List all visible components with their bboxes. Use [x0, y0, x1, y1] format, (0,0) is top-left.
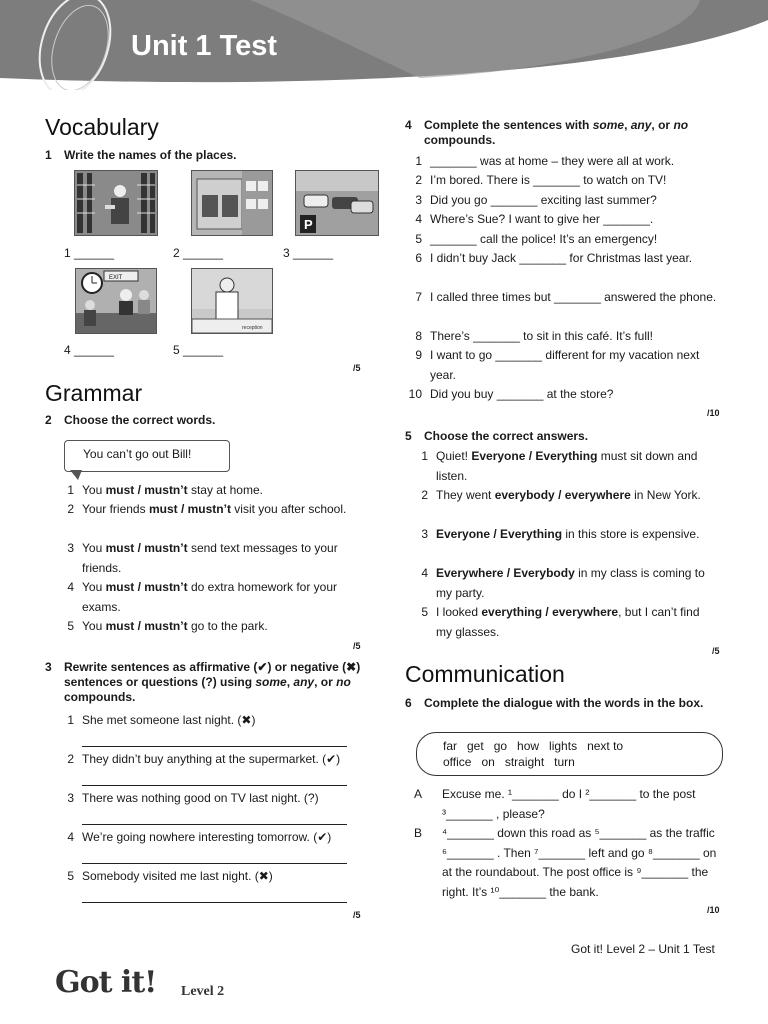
dialogue-text: ⁴_______ down this road as ⁵_______ as the traffic ⁶_______ . Then ⁷_______ left and go ⁸_______ on at the roundabout. The post office is ⁹_______ the right. It’s ¹⁰_______ the bank. [442, 826, 717, 899]
speech-bubble: You can’t go out Bill! [64, 440, 230, 472]
item-number: 5 [421, 605, 428, 619]
item-number: 6 [415, 251, 422, 265]
question-number: 4 [405, 118, 412, 132]
grammar-item[interactable] [60, 617, 360, 637]
question-4 [405, 118, 725, 148]
item-number: 4 [67, 830, 74, 844]
answer-line[interactable] [82, 824, 347, 825]
word-box [416, 732, 723, 776]
item-number: 5 [67, 619, 74, 633]
item-number: 4 [67, 580, 74, 594]
item-number: 1 [67, 713, 74, 727]
speaker-label: B [414, 826, 423, 840]
building-illustration [192, 171, 272, 235]
vocabulary-heading: Vocabulary [45, 114, 159, 140]
item-number: 2 [421, 488, 428, 502]
question-number: 3 [45, 660, 52, 674]
picture-reception [191, 268, 273, 334]
question-number: 2 [45, 413, 52, 427]
item-number: 2 [67, 752, 74, 766]
answer-line[interactable] [82, 785, 347, 786]
answer-line[interactable] [82, 863, 347, 864]
completion-item[interactable] [408, 346, 718, 385]
item-number: 3 [67, 791, 74, 805]
item-text: Everyone / Everything in this store is expensive. [436, 527, 700, 541]
item-number: 7 [415, 290, 422, 304]
question-instruction: Rewrite sentences as affirmative (✔) or negative (✖) sentences or questions (?) using some, any, or no compounds. [64, 660, 361, 704]
grammar-item[interactable] [60, 578, 360, 617]
item-text: You must / mustn’t stay at home. [82, 483, 263, 497]
item-text: There’s _______ to sit in this café. It’s full! [430, 329, 654, 343]
item-text: She met someone last night. (✖) [82, 713, 256, 727]
vocab-label-3[interactable]: 3 ______ [283, 246, 334, 260]
vocab-label-2[interactable]: 2 ______ [173, 246, 224, 260]
grammar-item[interactable] [60, 539, 360, 578]
item-number: 8 [415, 329, 422, 343]
completion-item[interactable] [408, 327, 718, 347]
vocab-label-5[interactable]: 5 ______ [173, 343, 224, 357]
footer-unit-label: Got it! Level 2 – Unit 1 Test [571, 942, 715, 956]
picture-library [74, 170, 158, 236]
grammar-item[interactable] [60, 500, 360, 520]
item-number: 5 [67, 869, 74, 883]
item-number: 2 [415, 173, 422, 187]
grammar-item[interactable] [60, 481, 360, 501]
rewrite-item [60, 867, 360, 887]
item-number: 3 [415, 193, 422, 207]
item-number: 3 [67, 541, 74, 555]
item-text: Where’s Sue? I want to give her _______. [430, 212, 654, 226]
item-number: 9 [415, 348, 422, 362]
rewrite-item [60, 789, 360, 809]
header-banner [0, 0, 768, 90]
item-number: 1 [67, 483, 74, 497]
answer-item[interactable] [414, 447, 714, 486]
item-text: I called three times but _______ answered the phone. [430, 290, 717, 304]
item-number: 5 [415, 232, 422, 246]
item-text: I looked everything / everywhere, but I can’t find my glasses. [436, 605, 700, 639]
reception-illustration [192, 269, 272, 333]
question-2 [45, 413, 365, 428]
question-instruction: Complete the sentences with some, any, or no compounds. [424, 118, 689, 147]
answer-line[interactable] [82, 902, 347, 903]
completion-item[interactable] [408, 152, 718, 172]
item-text: Your friends must / mustn’t visit you after school. [82, 502, 347, 516]
question-3 [45, 660, 365, 705]
question-instruction: Write the names of the places. [64, 148, 237, 162]
word-box-line-2: office on straight turn [443, 755, 575, 769]
dialogue-text: Excuse me. ¹_______ do I ²_______ to the post ³_______ , please? [442, 787, 696, 821]
item-text: Quiet! Everyone / Everything must sit down and listen. [436, 449, 698, 483]
question-6 [405, 696, 725, 711]
grammar-heading: Grammar [45, 380, 143, 406]
question-instruction: Choose the correct words. [64, 413, 216, 427]
completion-item[interactable] [408, 385, 718, 405]
question-1 [45, 148, 365, 163]
dialogue-line[interactable] [414, 824, 724, 902]
item-number: 1 [421, 449, 428, 463]
score-q1: /5 [353, 363, 361, 373]
vocab-label-4[interactable]: 4 ______ [64, 343, 115, 357]
item-text: You must / mustn’t go to the park. [82, 619, 268, 633]
item-text: There was nothing good on TV last night. (?) [82, 791, 319, 805]
rewrite-item [60, 711, 360, 731]
picture-station [75, 268, 157, 334]
item-text: I didn’t buy Jack _______ for Christmas last year. [430, 251, 693, 265]
score-q3: /5 [353, 910, 361, 920]
picture-parking [295, 170, 379, 236]
answer-item[interactable] [414, 603, 714, 642]
question-instruction: Complete the dialogue with the words in the box. [424, 696, 704, 710]
item-text: Did you go _______ exciting last summer? [430, 193, 657, 207]
parking-illustration [296, 171, 378, 235]
question-instruction: Choose the correct answers. [424, 429, 589, 443]
exit-sign-text: EXIT [109, 275, 123, 281]
score-q6: /10 [707, 905, 720, 915]
item-text: We’re going nowhere interesting tomorrow. (✔) [82, 830, 332, 844]
got-it-logo: Got it! [55, 965, 157, 1000]
level-label: Level 2 [181, 984, 225, 999]
rewrite-item [60, 750, 360, 770]
item-text: You must / mustn’t do extra homework for your exams. [82, 580, 338, 614]
item-text: _______ call the police! It’s an emergency! [430, 232, 658, 246]
answer-item[interactable] [414, 525, 714, 545]
item-text: They went everybody / everywhere in New York. [436, 488, 701, 502]
answer-line[interactable] [82, 746, 347, 747]
item-text: I want to go _______ different for my vacation next year. [430, 348, 700, 382]
vocab-label-1[interactable]: 1 ______ [64, 246, 115, 260]
score-q2: /5 [353, 641, 361, 651]
item-text: I’m bored. There is _______ to watch on TV! [430, 173, 667, 187]
question-number: 1 [45, 148, 52, 162]
item-text: Everywhere / Everybody in my class is coming to my party. [436, 566, 705, 600]
item-number: 2 [67, 502, 74, 516]
dialogue-line[interactable] [414, 785, 724, 824]
parking-sign-text: P [304, 217, 313, 232]
item-number: 1 [415, 154, 422, 168]
question-number: 6 [405, 696, 412, 710]
completion-item[interactable] [408, 191, 718, 211]
picture-building [191, 170, 273, 236]
completion-item[interactable] [408, 249, 718, 269]
item-number: 4 [415, 212, 422, 226]
item-number: 4 [421, 566, 428, 580]
completion-item[interactable] [408, 210, 718, 230]
score-q5: /5 [712, 646, 720, 656]
library-illustration [75, 171, 157, 235]
station-illustration [76, 269, 156, 333]
word-box-line-1: far get go how lights next to [443, 739, 624, 753]
item-text: They didn’t buy anything at the supermarket. (✔) [82, 752, 341, 766]
item-text: Somebody visited me last night. (✖) [82, 869, 273, 883]
communication-heading: Communication [405, 661, 565, 687]
completion-item[interactable] [408, 230, 718, 250]
item-text: _______ was at home – they were all at work. [430, 154, 675, 168]
speaker-label: A [414, 787, 423, 801]
reception-sign-text: reception [242, 325, 263, 331]
page-title: Unit 1 Test [131, 30, 278, 62]
question-number: 5 [405, 429, 412, 443]
score-q4: /10 [707, 408, 720, 418]
answer-item[interactable] [414, 564, 714, 603]
answer-item[interactable] [414, 486, 714, 506]
rewrite-item [60, 828, 360, 848]
speech-bubble-tail [70, 470, 82, 480]
question-5 [405, 429, 725, 444]
item-text: Did you buy _______ at the store? [430, 387, 614, 401]
completion-item[interactable] [408, 288, 718, 308]
completion-item[interactable] [408, 171, 718, 191]
item-text: You must / mustn’t send text messages to your friends. [82, 541, 338, 575]
item-number: 3 [421, 527, 428, 541]
item-number: 10 [408, 387, 422, 401]
